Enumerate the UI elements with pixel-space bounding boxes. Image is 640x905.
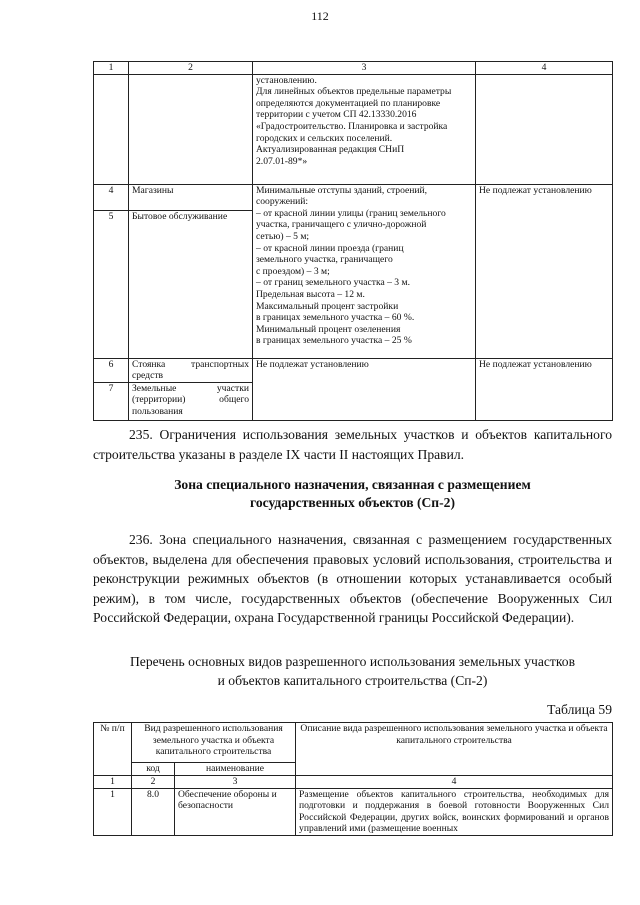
continuation-text — [253, 74, 476, 184]
colnum-1: 1 — [94, 62, 129, 75]
colnum-3: 3 — [175, 776, 296, 789]
text-line: в границах земельного участка – 60 %. — [256, 312, 415, 324]
header-use-type: Вид разрешенного использования земельного участка и объекта капитального строительства — [132, 723, 296, 763]
table-row — [94, 358, 613, 382]
header-code: код — [132, 763, 175, 776]
permitted-uses-table — [93, 722, 613, 836]
column-number-row — [94, 62, 613, 75]
text-line: – от красной линии улицы (границ земельного — [256, 207, 446, 219]
text-line: в границах земельного участка – 25 % — [256, 335, 412, 347]
header-name: наименование — [175, 763, 296, 776]
column-number-row — [94, 776, 613, 789]
use-code: 8.0 — [132, 788, 175, 835]
row-number: 4 — [94, 184, 129, 210]
text-line: – от границ земельного участка – 3 м. — [256, 277, 410, 289]
text-line: – от красной линии проезда (границ — [256, 242, 404, 254]
text-line: Актуализированная редакция СНиП — [256, 144, 405, 156]
text-line: с проездом) – 3 м; — [256, 265, 330, 277]
use-name: Земельные участки (территории) общего пользования — [129, 382, 253, 420]
row-number: 1 — [94, 788, 132, 835]
colnum-2: 2 — [132, 776, 175, 789]
cell-empty — [476, 74, 613, 184]
row-number: 6 — [94, 358, 129, 382]
text-line: определяются документацией по планировке — [256, 97, 441, 109]
text-line: территории с учетом СП 42.13330.2016 — [256, 109, 417, 121]
text-line: Максимальный процент застройки — [256, 300, 399, 312]
title-line: Перечень основных видов разрешенного использования земельных участков — [129, 654, 576, 669]
header-row — [94, 723, 613, 763]
row-number: 5 — [94, 210, 129, 358]
text-line: Минимальные отступы зданий, строений, — [256, 184, 428, 196]
page-number: 112 — [311, 9, 329, 23]
use-name: Бытовое обслуживание — [129, 210, 253, 358]
colnum-2: 2 — [129, 62, 253, 75]
zone-heading — [93, 476, 612, 512]
row-number: 7 — [94, 382, 129, 420]
heading-line: государственных объектов (Сп-2) — [250, 495, 455, 510]
restriction-text: Не подлежат установлению — [476, 358, 613, 420]
text-line: Минимальный процент озеленения — [256, 323, 401, 335]
header-number: № п/п — [94, 723, 132, 776]
table-label: Таблица 59 — [547, 702, 612, 717]
use-description: Размещение объектов капитального строительства, необходимых для подготовки и поддержания в боевой готовности Вооруженных Сил Российской Федерации, других войск, воинских формирований и органов управлений ими (размещение военных — [296, 788, 613, 835]
zone-parameters-table — [93, 61, 613, 421]
restriction-text: Не подлежат установлению — [476, 184, 613, 358]
parameters-text — [253, 184, 476, 358]
colnum-3: 3 — [253, 62, 476, 75]
use-name: Обеспечение обороны и безопасности — [175, 788, 296, 835]
colnum-4: 4 — [476, 62, 613, 75]
paragraph-236: 236. Зона специального назначения, связанная с размещением государственных объектов, выделена для обеспечения правовых условий использования, строительства и реконструкции режимных объектов (в отношении которых устанавливается особый режим), в том числе, государственных объектов (обеспечение Вооруженных Сил Российской Федерации, охрана Государственной границы Российской Федерации). — [93, 532, 612, 625]
list-title — [93, 652, 612, 690]
text-line: земельного участка, граничащего — [256, 254, 393, 266]
text-line: Для линейных объектов предельные параметры — [256, 86, 452, 98]
restriction-text: Не подлежат установлению — [253, 358, 476, 420]
table-row — [94, 184, 613, 210]
title-line: и объектов капитального строительства (Сп-2) — [217, 673, 488, 688]
use-name: Стоянка транспортных средств — [129, 358, 253, 382]
table-row-continuation — [94, 74, 613, 184]
cell-empty — [94, 74, 129, 184]
text-line: 2.07.01-89*» — [256, 155, 308, 167]
use-name: Магазины — [129, 184, 253, 210]
text-line: городских и сельских поселений. — [256, 132, 393, 144]
text-line: сетью) – 5 м; — [256, 230, 310, 242]
paragraph-235: 235. Ограничения использования земельных участков и объектов капитального строительства указаны в разделе IX части II настоящих Правил. — [93, 427, 612, 462]
header-description: Описание вида разрешенного использования земельного участка и объекта капитального строительства — [296, 723, 613, 776]
text-line: Предельная высота – 12 м. — [256, 288, 365, 300]
text-line: установлению. — [256, 74, 317, 86]
colnum-4: 4 — [296, 776, 613, 789]
cell-empty — [129, 74, 253, 184]
colnum-1: 1 — [94, 776, 132, 789]
text-line: участка, граничащего с улично-дорожной — [256, 219, 427, 231]
heading-line: Зона специального назначения, связанная с размещением — [174, 477, 531, 492]
table-row — [94, 788, 613, 835]
text-line: «Градостроительство. Планировка и застройка — [256, 120, 448, 132]
text-line: сооружений: — [256, 196, 309, 208]
